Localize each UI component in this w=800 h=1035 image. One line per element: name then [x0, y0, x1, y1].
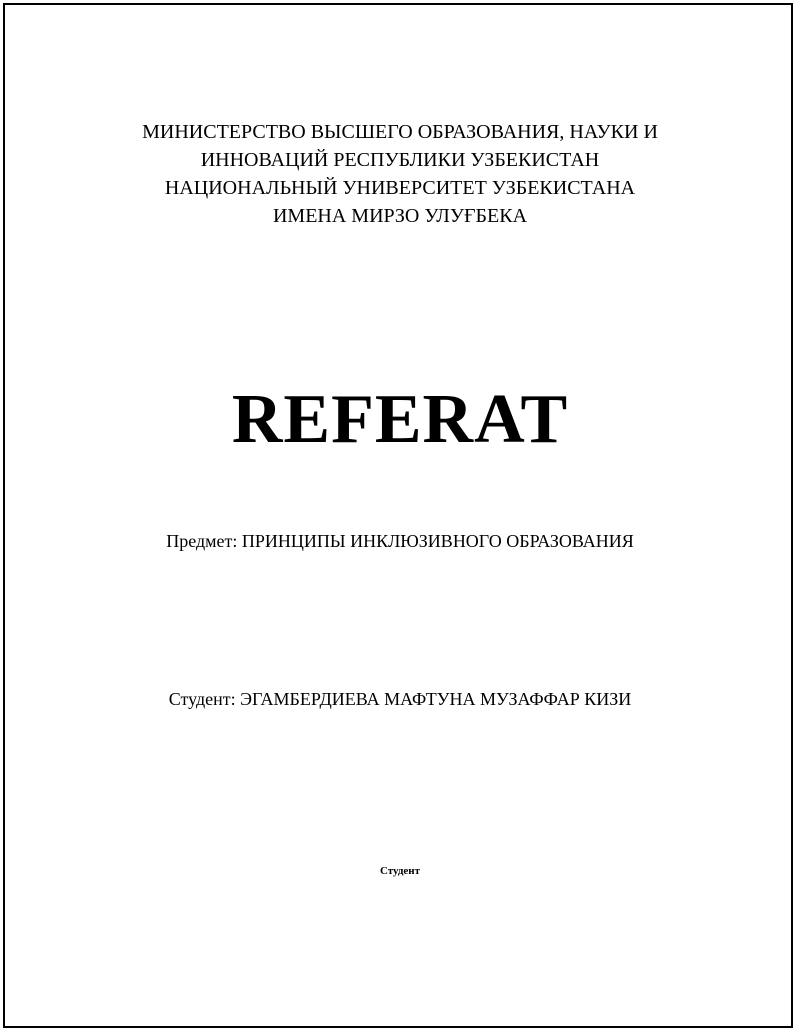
student-line: Студент: ЭГАМБЕРДИЕВА МАФТУНА МУЗАФФАР КИЗИ [168, 689, 632, 709]
header-line: МИНИСТЕРСТВО ВЫСШЕГО ОБРАЗОВАНИЯ, НАУКИ И [142, 121, 658, 143]
header-line: ИМЕНА МИРЗО УЛУҒБЕКА [272, 205, 528, 227]
subject-line: Предмет: ПРИНЦИПЫ ИНКЛЮЗИВНОГО ОБРАЗОВАНИЯ [166, 531, 634, 551]
header-line: ИННОВАЦИЙ РЕСПУБЛИКИ УЗБЕКИСТАН [200, 149, 600, 171]
institution-header [0, 118, 800, 230]
header-line: НАЦИОНАЛЬНЫЙ УНИВЕРСИТЕТ УЗБЕКИСТАНА [164, 177, 636, 199]
document-title: REFERAT [231, 381, 569, 458]
footer-student-label: Студент [379, 865, 421, 877]
